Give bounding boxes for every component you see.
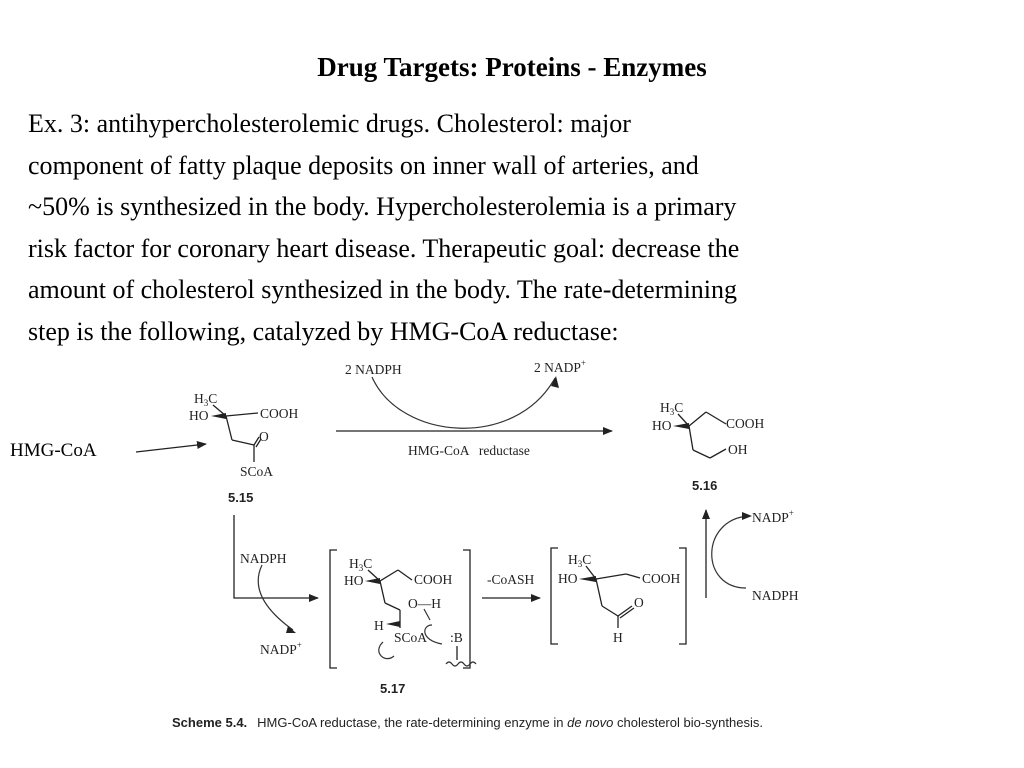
svg-text:O: O [259, 429, 269, 444]
body-line: component of fatty plaque deposits on inner wall of arteries, and [28, 150, 699, 180]
top-nadph-label: 2 NADPH [345, 362, 402, 377]
svg-text:H: H [374, 618, 384, 633]
page-title: Drug Targets: Proteins - Enzymes [317, 52, 707, 82]
hmg-coa-pointer-arrow [136, 444, 206, 452]
svg-text:O: O [634, 595, 644, 610]
caption-text-end: cholesterol bio-synthesis. [613, 715, 763, 730]
svg-text:COOH: COOH [260, 406, 299, 421]
enzyme-label: HMG-CoA reductase [408, 443, 530, 458]
body-line: step is the following, catalyzed by HMG-CoA reductase: [28, 316, 619, 346]
svg-text:HO: HO [652, 418, 672, 433]
svg-text:HO: HO [189, 408, 209, 423]
compound-label-5-16: 5.16 [692, 478, 718, 493]
reaction-scheme [0, 355, 1024, 710]
caption-text: HMG-CoA reductase, the rate-determining enzyme in [257, 715, 568, 730]
svg-text:SCoA: SCoA [240, 464, 274, 479]
bracket-left-5-17 [330, 550, 337, 668]
scheme-caption [172, 713, 812, 732]
compound-5-15 [189, 391, 299, 479]
svg-text:COOH: COOH [726, 416, 765, 431]
svg-text:COOH: COOH [414, 572, 453, 587]
compound-aldehyde [558, 552, 681, 645]
body-line: risk factor for coronary heart disease. Therapeutic goal: decrease the [28, 233, 740, 263]
top-nadp-label: 2 NADP+ [534, 358, 586, 375]
body-paragraph [28, 103, 998, 352]
svg-text:OH: OH [728, 442, 748, 457]
svg-text:O—H: O—H [408, 596, 441, 611]
svg-text:SCoA: SCoA [394, 630, 428, 645]
svg-text:HO: HO [558, 571, 578, 586]
svg-text:COOH: COOH [642, 571, 681, 586]
svg-text:H3C: $H_3C$ [194, 391, 218, 408]
compound-label-5-15: 5.15 [228, 490, 254, 505]
caption-label: Scheme 5.4. [172, 715, 248, 730]
caption-italic: de novo [567, 715, 614, 730]
svg-text:H3C: $H_3C$ [349, 556, 373, 573]
svg-text:H: H [613, 630, 623, 645]
compound-label-5-17: 5.17 [380, 681, 406, 696]
body-line: amount of cholesterol synthesized in the body. The rate-determining [28, 275, 738, 304]
hmg-coa-label: HMG-CoA [10, 440, 97, 461]
coash-label: -CoASH [487, 572, 535, 587]
body-line: Ex. 3: antihypercholesterolemic drugs. Cholesterol: major [28, 109, 631, 138]
svg-text:H3C: $H_3C$ [568, 552, 592, 569]
compound-5-17 [344, 556, 476, 666]
svg-text:H3C: $H_3C$ [660, 400, 684, 417]
bracket-left-aldehyde [551, 548, 558, 644]
right-nadp-label: NADP+ [752, 508, 794, 525]
body-line: ~50% is synthesized in the body. Hypercholesterolemia is a primary [28, 192, 737, 221]
left-nadp-label: NADP+ [260, 640, 302, 657]
svg-text::B: :B [450, 630, 463, 645]
svg-text:HO: HO [344, 573, 364, 588]
left-nadph-label: NADPH [240, 551, 287, 566]
bracket-right-aldehyde [679, 548, 686, 644]
compound-5-16 [652, 400, 765, 458]
bracket-right-5-17 [463, 550, 470, 668]
right-nadph-label: NADPH [752, 588, 799, 603]
